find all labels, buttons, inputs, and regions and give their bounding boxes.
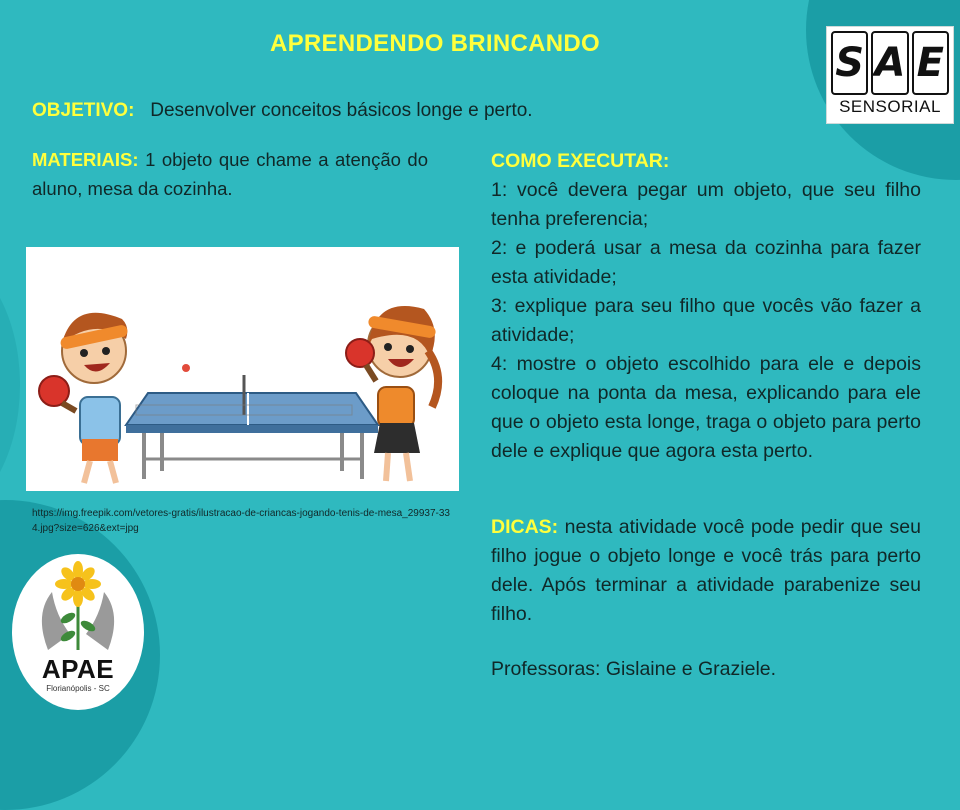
sae-letter-box: [871, 31, 908, 95]
apae-flower-hands-icon: [12, 554, 144, 654]
sae-letter-box: [912, 31, 949, 95]
apae-logo: [12, 554, 144, 710]
sae-letter: E: [916, 40, 944, 86]
sae-letter: S: [835, 40, 865, 86]
kids-table-tennis-illustration: [26, 247, 459, 491]
objective-text: Desenvolver conceitos básicos longe e perto.: [150, 100, 533, 121]
apae-city: Florianópolis - SC: [46, 684, 110, 693]
tips-text: nesta atividade você pode pedir que seu filho jogue o objeto longe e você trás para perto dele. Após terminar a atividade parabenize seu filho.: [491, 516, 921, 625]
how-to-step: 1: você devera pegar um objeto, que seu filho tenha preferencia;: [491, 179, 921, 230]
how-to-label: COMO EXECUTAR:: [491, 150, 670, 172]
page-title: APRENDENDO BRINCANDO: [269, 30, 600, 57]
materials-section: [32, 145, 428, 203]
tips-label: DICAS:: [491, 516, 559, 538]
image-credit-link[interactable]: https://img.freepik.com/vetores-gratis/ilustracao-de-criancas-jogando-tenis-de-mesa_29937-334.jpg?size=626&ext=jpg: [32, 508, 450, 534]
tips-section: [491, 513, 921, 629]
sae-letters: [831, 31, 949, 95]
how-to-step: 3: explique para seu filho que vocês vão fazer a atividade;: [491, 295, 921, 346]
materials-label: MATERIAIS:: [32, 149, 139, 170]
sae-letter-box: [831, 31, 868, 95]
how-to-section: [491, 147, 921, 466]
sae-letter: A: [874, 40, 906, 86]
apae-name: APAE: [41, 654, 115, 684]
materials-text: 1 objeto que chame a atenção do aluno, mesa da cozinha.: [32, 149, 428, 199]
decorative-shape: [0, 250, 20, 520]
sae-sensorial-logo: [826, 26, 954, 124]
sae-subtitle: SENSORIAL: [839, 97, 941, 116]
objective-section: [32, 100, 533, 122]
how-to-step: 2: e poderá usar a mesa da cozinha para fazer esta atividade;: [491, 237, 921, 288]
how-to-step: 4: mostre o objeto escolhido para ele e depois coloque na ponta da mesa, explicando para ele que o objeto esta longe, traga o objeto para perto dele e explique que agora esta perto.: [491, 353, 921, 462]
objective-label: OBJETIVO:: [32, 100, 135, 121]
teachers-credit: Professoras: Gislaine e Graziele.: [491, 658, 777, 680]
